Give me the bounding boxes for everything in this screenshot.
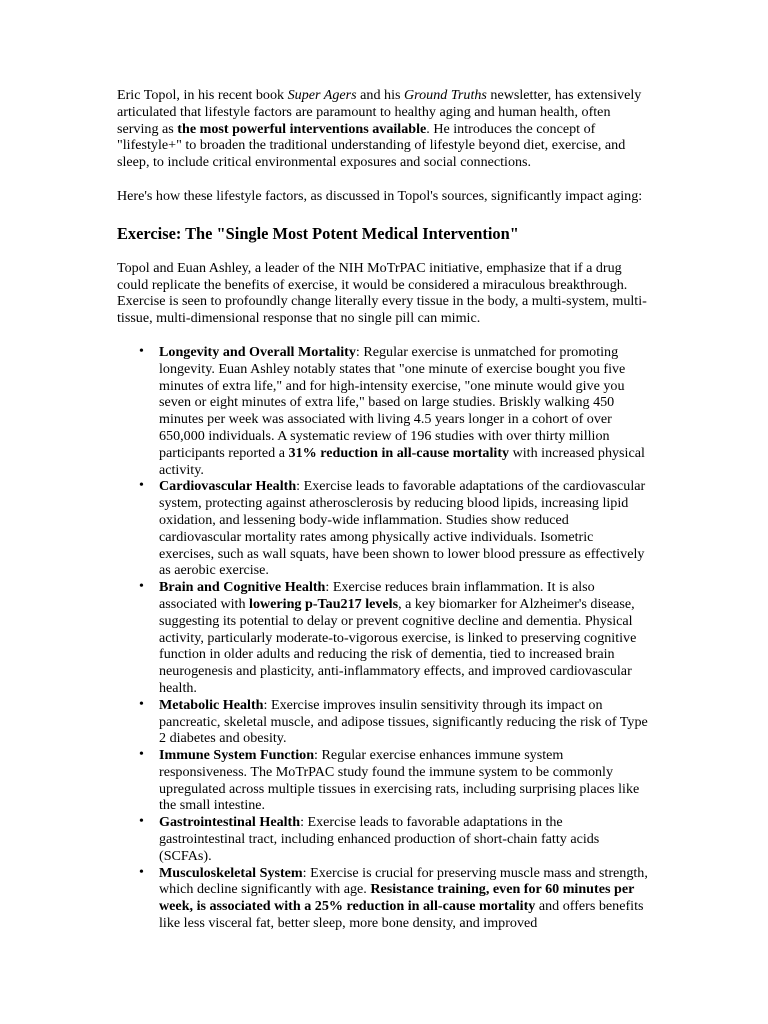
bullet-text: : Exercise leads to favorable adaptations in the gastrointestinal tract, including enhanced production of short-chain fatty acids (SCFAs). (159, 814, 600, 864)
intro-text-3: newsletter, has extensively articulated that lifestyle factors are paramount to healthy aging and human health, often serving as (117, 87, 642, 137)
list-item (159, 478, 652, 579)
bullet-text: : Regular exercise is unmatched for promoting longevity. Euan Ashley notably states that "one minute of exercise bought you five minutes of extra life," and for high-intensity exercise, "one minute would give you seven or eight minutes of extra life," based on large studies. Briskly walking 450 minutes per week was associated with living 4.5 years longer in a cohort of over 650,000 individuals. A systematic review of 196 studies with over thirty million participants reported a (159, 343, 626, 461)
intro-text-1: Eric Topol, in his recent book (117, 87, 288, 103)
list-item (159, 344, 652, 478)
list-item (159, 579, 652, 697)
bullet-emphasis: Resistance training, even for 60 minutes per week, is associated with a 25% reduction in all-cause mortality (159, 881, 635, 915)
bullet-emphasis: 31% reduction in all-cause mortality (288, 444, 510, 461)
bullet-text: and offers benefits like less visceral fat, better sleep, more bone density, and improved (159, 898, 644, 932)
list-item (159, 865, 652, 932)
list-item (159, 697, 652, 747)
bullet-text: : Regular exercise enhances immune system responsiveness. The MoTrPAC study found the immune system to be commonly upregulated across multiple tissues in exercising rats, including surprising places like the small intestine. (159, 747, 640, 814)
book-title: Super Agers (287, 87, 357, 103)
list-item (159, 814, 652, 864)
bullet-title: Metabolic Health (159, 696, 264, 713)
bullet-title: Musculoskeletal System (159, 864, 303, 881)
bullet-title: Brain and Cognitive Health (159, 579, 326, 596)
bullet-text: : Exercise reduces brain inflammation. It is also associated with (159, 579, 595, 612)
intro-emphasis: the most powerful interventions available (177, 120, 427, 137)
bullet-title: Cardiovascular Health (159, 478, 297, 495)
bullet-text: : Exercise leads to favorable adaptations of the cardiovascular system, protecting against atherosclerosis by reducing blood lipids, increasing lipid oxidation, and lessening body-wide inflammation. Studies show reduced cardiovascular mortality rates among physically active individuals. Isometric exercises, such as wall squats, have been shown to lower blood pressure as effectively as aerobic exercise. (159, 478, 646, 579)
list-item (159, 747, 652, 814)
document-page (117, 87, 652, 932)
section-paragraph: Topol and Euan Ashley, a leader of the NIH MoTrPAC initiative, emphasize that if a drug could replicate the benefits of exercise, it would be considered a miraculous breakthrough. Exercise is seen to profoundly change literally every tissue in the body, a multi-system, multi-tissue, multi-dimensional response that no single pill can mimic. (117, 259, 647, 327)
lead-in-paragraph: Here's how these lifestyle factors, as discussed in Topol's sources, significantly impact aging: (117, 187, 643, 204)
intro-text-2: and his (356, 87, 404, 103)
benefits-list (117, 344, 652, 932)
newsletter-title: Ground Truths (404, 87, 487, 103)
bullet-title: Gastrointestinal Health (159, 814, 301, 831)
bullet-emphasis: lowering p-Tau217 levels (249, 595, 399, 612)
section-heading: Exercise: The "Single Most Potent Medical Intervention" (117, 223, 519, 243)
intro-text-4: . He introduces the concept of "lifestyle+" to broaden the traditional understanding of lifestyle beyond diet, exercise, and sleep, to include critical environmental exposures and social connections. (117, 120, 626, 171)
intro-paragraph (117, 87, 652, 171)
bullet-title: Immune System Function (159, 747, 315, 764)
bullet-title: Longevity and Overall Mortality (159, 343, 356, 360)
bullet-text: , a key biomarker for Alzheimer's disease, suggesting its potential to delay or prevent cognitive decline and dementia. Physical activity, particularly moderate-to-vigorous exercise, is linked to preserving cognitive function in older adults and reducing the risk of dementia, tied to increased brain neurogenesis and plasticity, anti-inflammatory effects, and improved cardiovascular health. (159, 595, 637, 696)
bullet-text: : Exercise improves insulin sensitivity through its impact on pancreatic, skeletal muscle, and adipose tissues, significantly reducing the risk of Type 2 diabetes and obesity. (159, 696, 648, 747)
bullet-text: with increased physical activity. (159, 444, 645, 478)
bullet-text: : Exercise is crucial for preserving muscle mass and strength, which decline significantly with age. (159, 864, 648, 898)
